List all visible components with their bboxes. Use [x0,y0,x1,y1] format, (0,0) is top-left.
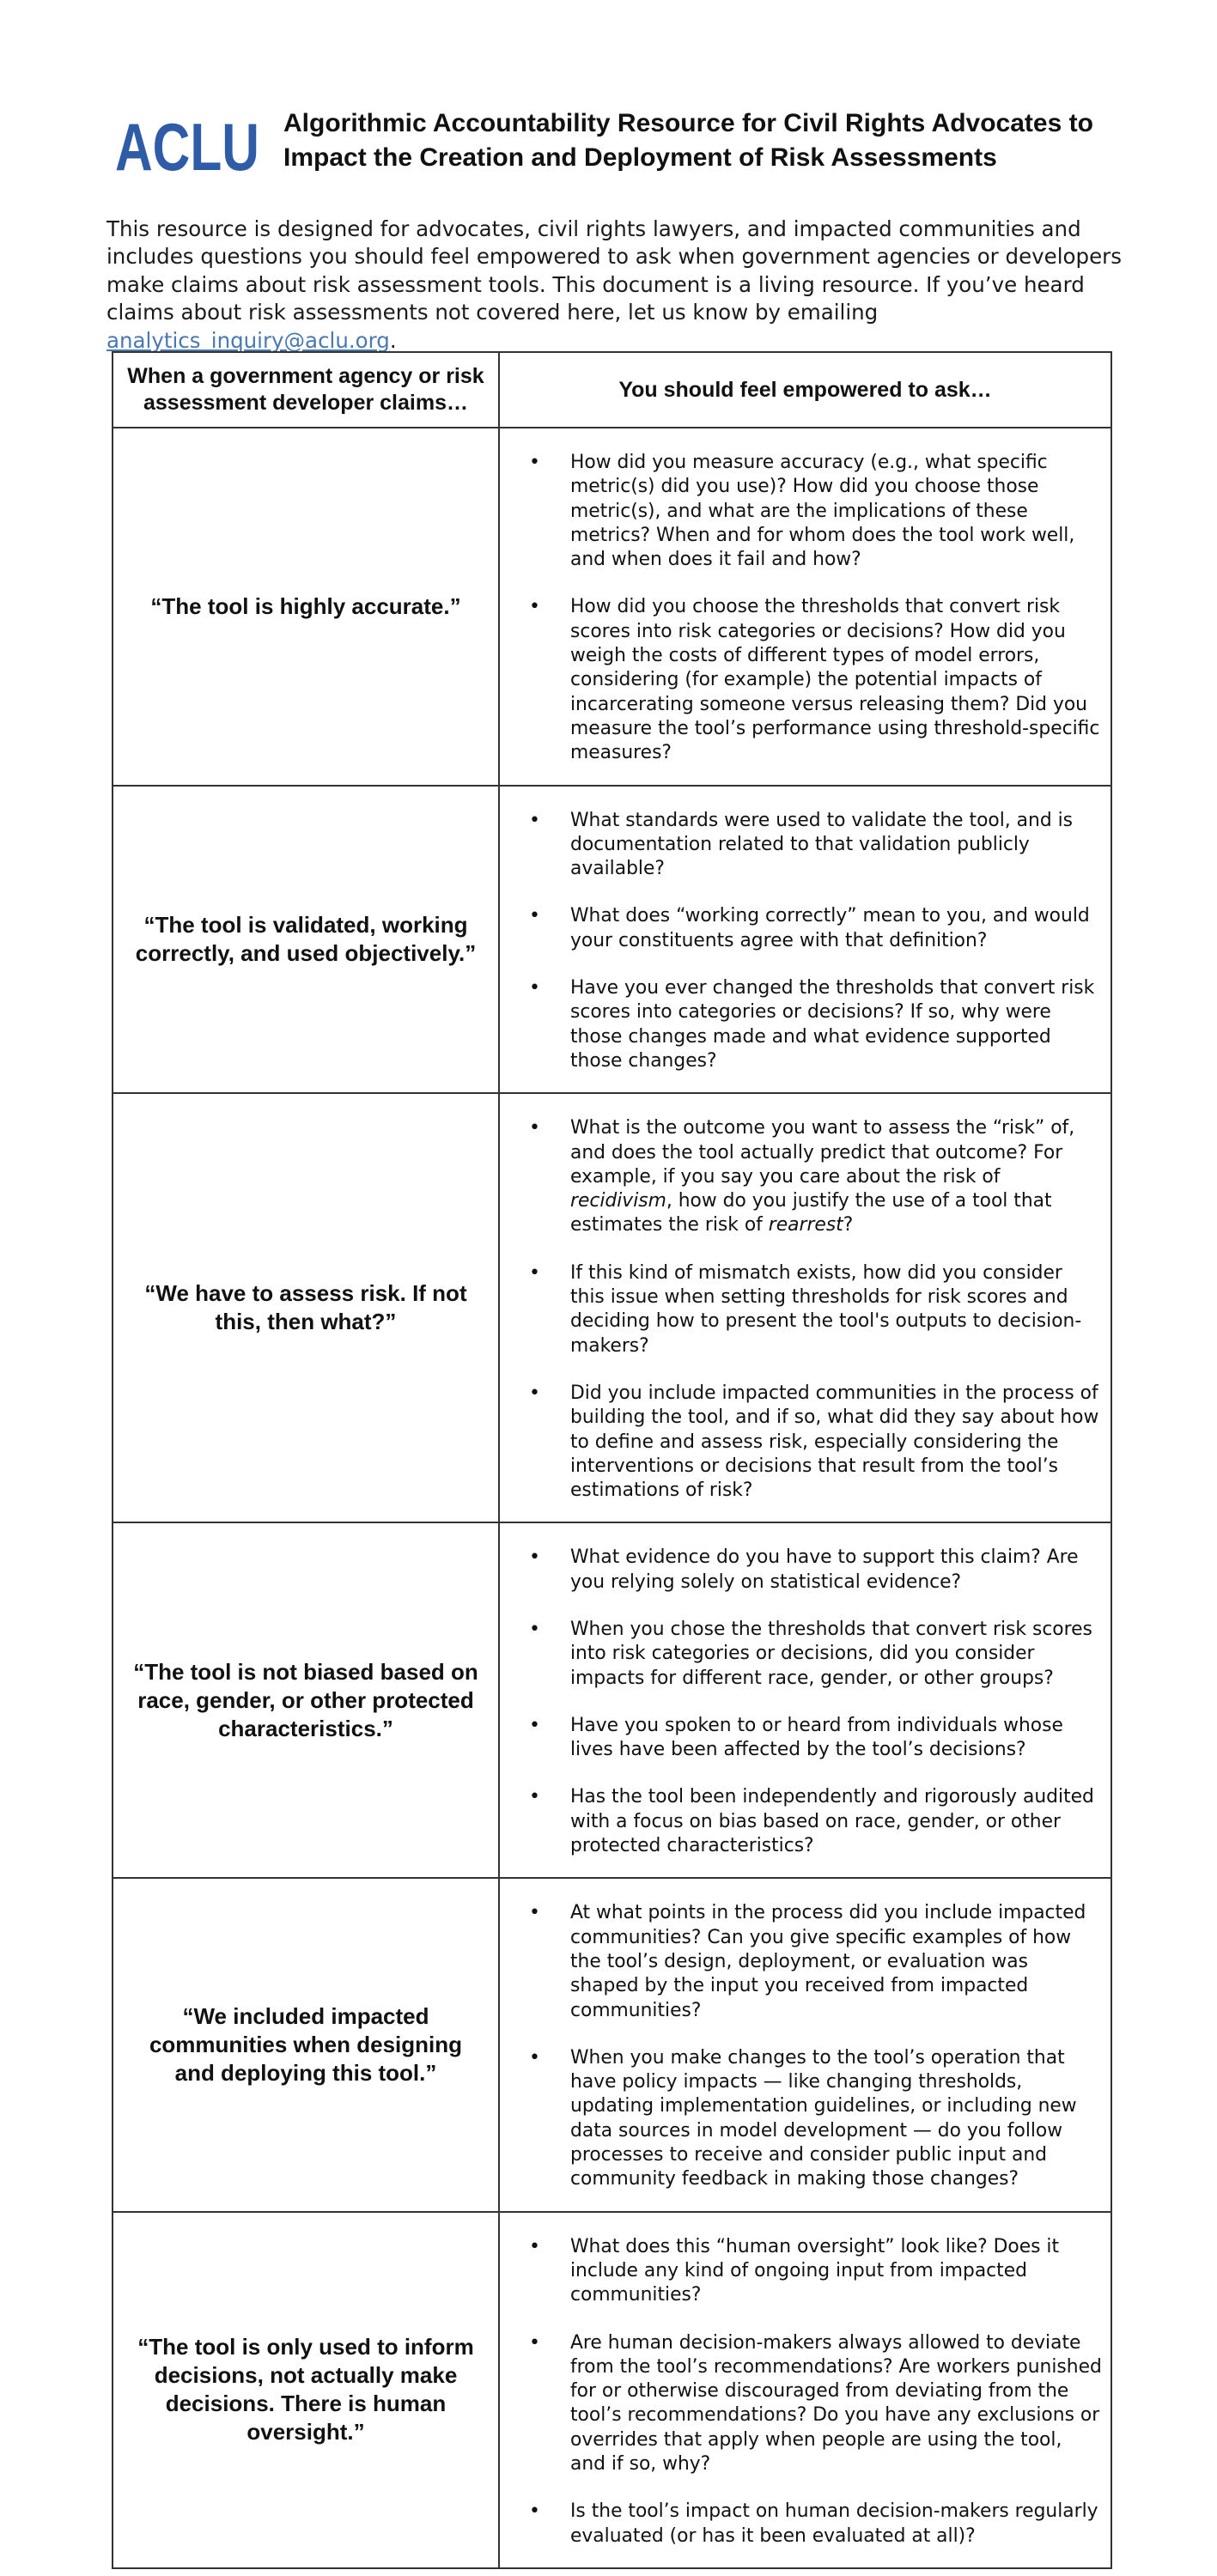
question-text: What standards were used to validate the tool, and is documentation related to that validation publicly available? [570,809,1074,880]
question-text: , how do you justify the use of a tool that estimates the risk of [570,1190,1052,1236]
bullet-icon: • [529,1902,540,1924]
question-text: When you chose the thresholds that convert risk scores into risk categories or decisions, did you consider impacts for different race, gender, or other groups? [570,1618,1092,1689]
bullet-icon: • [529,905,540,927]
table-row [113,2212,1111,2568]
question-item [519,1546,1102,1595]
question-item [519,1785,1102,1858]
question-text: What does “working correctly” mean to you, and would your constituents agree with that definition? [570,905,1090,951]
claim-cell: “We included impacted communities when designing and deploying this tool.” [113,1878,499,2211]
question-list [519,1546,1102,1858]
question-item [519,1382,1102,1503]
question-list [519,809,1102,1074]
question-text: Have you spoken to or heard from individuals whose lives have been affected by the tool’s decisions? [570,1714,1063,1761]
question-item [519,1261,1102,1358]
question-list [519,1901,1102,2191]
questions-cell [499,428,1111,786]
question-item [519,809,1102,882]
questions-cell [499,1093,1111,1522]
question-text: When you make changes to the tool’s operation that have policy impacts — like changing thresholds, updating implementation guidelines, or including new data sources in model development — do you follow processes to receive and consider public input and community feedback in making those changes? [570,2046,1077,2190]
claim-cell: “The tool is only used to inform decisions, not actually make decisions. There is human oversight.” [113,2212,499,2568]
table-row [113,786,1111,1094]
question-item [519,2046,1102,2192]
question-emphasis: recidivism [570,1190,666,1212]
claims-questions-table [112,351,1112,2569]
claim-cell: “We have to assess risk. If not this, then what?” [113,1093,499,1522]
bullet-icon: • [529,596,540,618]
bullet-icon: • [529,1714,540,1736]
aclu-logo-mark [115,109,261,185]
question-item [519,595,1102,765]
question-list [519,2235,1102,2549]
question-item [519,451,1102,572]
table-row [113,1878,1111,2211]
question-item [519,976,1102,1073]
questions-cell [499,1878,1111,2211]
bullet-icon: • [529,809,540,831]
bullet-icon: • [529,452,540,473]
question-text: What does this “human oversight” look like? Does it include any kind of ongoing input from impacted communities? [570,2235,1060,2306]
bullet-icon: • [529,2235,540,2257]
question-item [519,2500,1102,2549]
bullet-icon: • [529,977,540,999]
question-item [519,1618,1102,1691]
question-item [519,2331,1102,2477]
question-text: Have you ever changed the thresholds that convert risk scores into categories or decisions? If so, why were those changes made and what evidence supported those changes? [570,977,1095,1072]
question-item [519,904,1102,953]
question-item [519,1901,1102,2022]
email-link[interactable]: analytics_inquiry@aclu.org [106,327,390,353]
column-header-questions: You should feel empowered to ask… [499,352,1111,428]
question-text: ? [843,1214,854,1236]
question-text: Has the tool been independently and rigorously audited with a focus on bias based on race, gender, or other protected characteristics? [570,1786,1094,1857]
table-body [113,428,1111,2568]
column-header-claims: When a government agency or risk assessment developer claims… [113,352,499,428]
bullet-icon: • [529,2331,540,2354]
intro-text-end: . [389,327,397,353]
bullet-icon: • [529,1618,540,1640]
table-row [113,428,1111,786]
intro-text: This resource is designed for advocates, civil rights lawyers, and impacted communities and includes questions you should feel empowered to ask when government agencies or developers make claims about risk assessment tools. This document is a living resource. If you’ve heard claims about risk assessments not covered here, let us know by emailing [106,216,1122,325]
table-header-row [113,352,1111,428]
bullet-icon: • [529,1786,540,1808]
question-text: Are human decision-makers always allowed to deviate from the tool’s recommendations? Are workers punished for or otherwise discouraged from deviating from the tool’s recommendations? Do you have any exclusions or overrides that apply when people are using the tool, and if so, why? [570,2331,1102,2475]
bullet-icon: • [529,2046,540,2069]
question-text: Is the tool’s impact on human decision-makers regularly evaluated (or has it been evaluated at all)? [570,2500,1098,2547]
questions-cell [499,1522,1111,1878]
question-list [519,451,1102,766]
question-item [519,1714,1102,1763]
question-text: What is the outcome you want to assess the “risk” of, and does the tool actually predict that outcome? For example, if you say you care about the risk of [570,1117,1075,1188]
question-text: Did you include impacted communities in the process of building the tool, and if so, what did they say about how to define and assess risk, especially considering the interventions or decisions that result from the tool’s estimations of risk? [570,1382,1099,1502]
question-item [519,2235,1102,2308]
bullet-icon: • [529,1382,540,1404]
question-text: How did you choose the thresholds that convert risk scores into risk categories or decisions? How did you weigh the costs of different types of model errors, considering (for example) the potential impacts of incarcerating someone versus releasing them? Did you measure the tool’s performance using threshold-specific measures? [570,596,1100,764]
question-text: What evidence do you have to support this claim? Are you relying solely on statistical evidence? [570,1546,1079,1593]
question-text: How did you measure accuracy (e.g., what specific metric(s) did you use)? How did you choose those metric(s), and what are the implications of these metrics? When and for whom does the tool work well, and when does it fail and how? [570,452,1075,571]
question-list [519,1116,1102,1503]
bullet-icon: • [529,1546,540,1569]
question-text: If this kind of mismatch exists, how did you consider this issue when setting thresholds for risk scores and deciding how to present the tool's outputs to decision-makers? [570,1261,1082,1357]
questions-cell [499,2212,1111,2568]
claim-cell: “The tool is highly accurate.” [113,428,499,786]
question-item [519,1116,1102,1237]
table-row [113,1522,1111,1878]
aclu-logo-text: ACLU [115,109,259,185]
document-header [115,106,1111,185]
claim-cell: “The tool is validated, working correctly, and used objectively.” [113,786,499,1094]
bullet-icon: • [529,1261,540,1284]
question-text: At what points in the process did you include impacted communities? Can you give specific examples of how the tool’s design, deployment, or evaluation was shaped by the input you received from impacted communities? [570,1902,1086,2021]
question-emphasis: rearrest [768,1214,843,1236]
intro-paragraph [106,216,1129,355]
bullet-icon: • [529,1117,540,1139]
aclu-logo [115,109,261,185]
document-title: Algorithmic Accountability Resource for Civil Rights Advocates to Impact the Creation and Deployment of Risk Assessments [283,109,1093,172]
questions-cell [499,786,1111,1094]
table-row [113,1093,1111,1522]
bullet-icon: • [529,2500,540,2523]
claim-cell: “The tool is not biased based on race, gender, or other protected characteristics.” [113,1522,499,1878]
